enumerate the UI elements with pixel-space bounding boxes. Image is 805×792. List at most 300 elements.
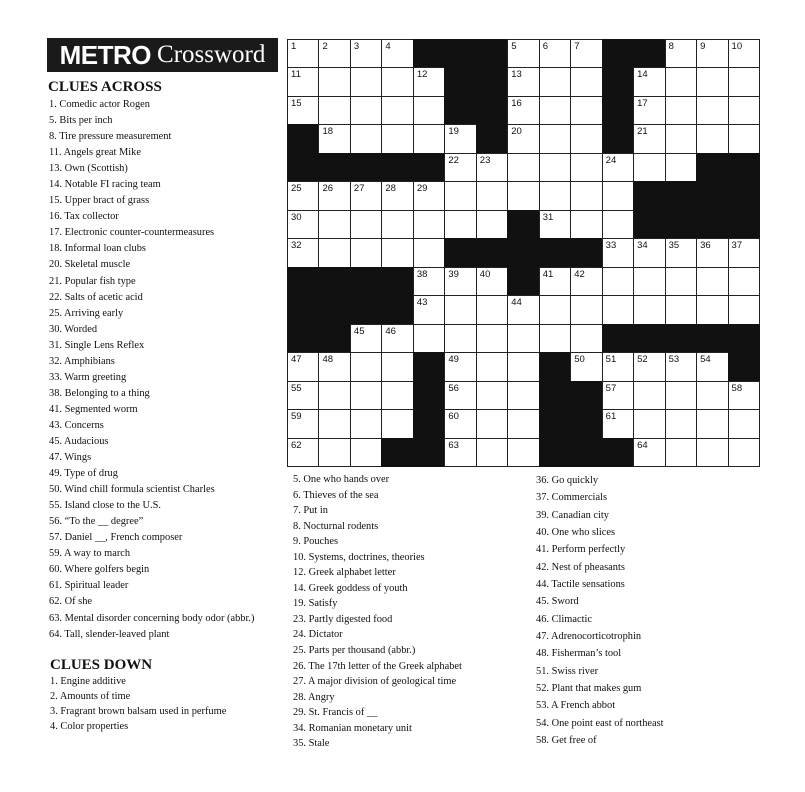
clue-item: 63. Mental disorder concerning body odor (abbr.) <box>49 612 255 624</box>
clue-item: 14. Notable FI racing team <box>49 179 161 191</box>
grid-block <box>318 324 350 353</box>
cell-number: 14 <box>637 69 648 81</box>
clue-item: 15. Upper bract of grass <box>49 195 150 207</box>
cell-number: 36 <box>700 240 711 252</box>
cell-number: 20 <box>511 126 522 138</box>
grid-block <box>507 238 539 267</box>
grid-block <box>602 124 634 153</box>
cell-number: 34 <box>637 240 648 252</box>
clue-item: 32. Amphibians <box>49 355 115 367</box>
cell-number: 54 <box>700 354 711 366</box>
clue-item: 35. Stale <box>293 738 330 750</box>
grid-cell[interactable] <box>696 124 728 153</box>
clue-item: 38. Belonging to a thing <box>49 387 150 399</box>
clue-item: 1. Comedic actor Rogen <box>49 99 150 110</box>
clue-item: 25. Arriving early <box>49 307 124 319</box>
grid-block <box>476 238 508 267</box>
grid-block <box>413 153 445 182</box>
grid-cell[interactable] <box>350 381 382 410</box>
cell-number: 25 <box>291 183 302 195</box>
grid-cell[interactable] <box>633 96 665 125</box>
cell-number: 62 <box>291 439 302 451</box>
grid-block <box>633 181 665 210</box>
clue-item: 34. Romanian monetary unit <box>293 722 412 734</box>
grid-cell[interactable] <box>570 67 602 96</box>
grid-cell[interactable] <box>507 153 539 182</box>
grid-cell[interactable] <box>696 295 728 324</box>
grid-cell[interactable] <box>413 181 445 210</box>
grid-cell[interactable] <box>602 267 634 296</box>
cell-number: 24 <box>605 154 617 166</box>
grid-cell[interactable] <box>728 124 760 153</box>
grid-cell[interactable] <box>381 124 413 153</box>
grid-cell[interactable] <box>539 267 571 296</box>
grid-cell[interactable] <box>350 210 382 239</box>
grid-cell[interactable] <box>602 210 634 239</box>
grid-cell[interactable] <box>318 96 350 125</box>
grid-block <box>696 324 728 353</box>
grid-cell[interactable] <box>444 153 476 182</box>
grid-cell[interactable] <box>665 381 697 410</box>
clue-item: 33. Warm greeting <box>49 371 127 383</box>
grid-block <box>350 267 382 296</box>
grid-cell[interactable] <box>444 324 476 353</box>
grid-cell[interactable] <box>350 409 382 438</box>
grid-block <box>476 96 508 125</box>
grid-block <box>539 438 571 467</box>
grid-cell[interactable] <box>318 39 350 68</box>
grid-cell[interactable] <box>539 96 571 125</box>
grid-cell[interactable] <box>665 39 697 68</box>
grid-cell[interactable] <box>444 124 476 153</box>
grid-cell[interactable] <box>633 238 665 267</box>
grid-cell[interactable] <box>696 267 728 296</box>
grid-cell[interactable] <box>665 124 697 153</box>
grid-cell[interactable] <box>665 238 697 267</box>
cell-number: 35 <box>668 240 680 252</box>
grid-cell[interactable] <box>350 181 382 210</box>
grid-cell[interactable] <box>350 324 382 353</box>
grid-cell[interactable] <box>381 96 413 125</box>
clue-item: 13. Own (Scottish) <box>49 163 128 175</box>
down-clue-list-3 <box>536 472 766 750</box>
grid-cell[interactable] <box>318 210 350 239</box>
clue-item: 16. Tax collector <box>49 211 119 223</box>
grid-block <box>318 153 350 182</box>
clue-item: 55. Island close to the U.S. <box>49 500 161 512</box>
grid-cell[interactable] <box>507 438 539 467</box>
grid-block <box>539 352 571 381</box>
grid-cell[interactable] <box>728 238 760 267</box>
grid-cell[interactable] <box>570 96 602 125</box>
grid-cell[interactable] <box>633 295 665 324</box>
grid-cell[interactable] <box>507 409 539 438</box>
grid-cell[interactable] <box>665 409 697 438</box>
grid-block <box>696 153 728 182</box>
grid-cell[interactable] <box>476 210 508 239</box>
grid-cell[interactable] <box>413 124 445 153</box>
cell-number: 63 <box>448 439 459 451</box>
grid-cell[interactable] <box>728 295 760 324</box>
grid-block <box>381 267 413 296</box>
clue-item: 60. Where golfers begin <box>49 564 150 576</box>
cell-number: 64 <box>637 439 648 451</box>
cell-number: 27 <box>353 183 365 195</box>
cell-number: 57 <box>605 382 617 394</box>
grid-cell[interactable] <box>318 181 350 210</box>
clue-item: 24. Dictator <box>293 629 343 641</box>
grid-cell[interactable] <box>444 295 476 324</box>
grid-cell[interactable] <box>413 67 445 96</box>
grid-block <box>476 124 508 153</box>
grid-cell[interactable] <box>570 324 602 353</box>
grid-cell[interactable] <box>318 352 350 381</box>
grid-block <box>633 324 665 353</box>
grid-block <box>381 153 413 182</box>
grid-cell[interactable] <box>696 409 728 438</box>
clue-item: 6. Thieves of the sea <box>293 489 379 501</box>
grid-cell[interactable] <box>476 409 508 438</box>
cell-number: 6 <box>542 41 549 52</box>
grid-cell[interactable] <box>287 438 319 467</box>
grid-block <box>413 39 445 68</box>
grid-cell[interactable] <box>570 181 602 210</box>
grid-cell[interactable] <box>507 352 539 381</box>
grid-cell[interactable] <box>570 267 602 296</box>
title-brand: METRO <box>59 39 152 70</box>
cell-number: 49 <box>448 354 459 366</box>
cell-number: 39 <box>448 268 459 280</box>
grid-cell[interactable] <box>381 381 413 410</box>
grid-cell[interactable] <box>413 210 445 239</box>
clue-item: 4. Color properties <box>50 721 129 732</box>
clue-item: 26. The 17th letter of the Greek alphabet <box>293 660 462 672</box>
grid-block <box>728 181 760 210</box>
cell-number: 9 <box>700 41 706 52</box>
grid-cell[interactable] <box>350 352 382 381</box>
grid-cell[interactable] <box>476 267 508 296</box>
grid-cell[interactable] <box>728 67 760 96</box>
clue-item: 59. A way to march <box>49 548 131 560</box>
cell-number: 26 <box>322 183 334 195</box>
cell-number: 30 <box>291 211 302 223</box>
grid-cell[interactable] <box>665 67 697 96</box>
clue-item: 50. Wind chill formula scientist Charles <box>49 484 215 496</box>
grid-block <box>444 67 476 96</box>
grid-cell[interactable] <box>381 39 413 68</box>
grid-cell[interactable] <box>602 181 634 210</box>
clue-item: 49. Type of drug <box>49 468 118 480</box>
grid-cell[interactable] <box>570 39 602 68</box>
grid-cell[interactable] <box>602 409 634 438</box>
grid-cell[interactable] <box>633 352 665 381</box>
clue-item: 5. One who hands over <box>293 474 390 485</box>
grid-cell[interactable] <box>665 438 697 467</box>
grid-cell[interactable] <box>287 67 319 96</box>
clue-item: 5. Bits per inch <box>49 115 113 127</box>
clue-item: 10. Systems, doctrines, theories <box>293 551 425 563</box>
grid-cell[interactable] <box>287 238 319 267</box>
grid-block <box>570 381 602 410</box>
grid-block <box>570 438 602 467</box>
grid-cell[interactable] <box>728 381 760 410</box>
cell-number: 43 <box>416 297 428 309</box>
cell-number: 7 <box>574 41 580 52</box>
clue-item: 29. St. Francis of __ <box>293 707 378 719</box>
grid-cell[interactable] <box>602 238 634 267</box>
grid-block <box>728 352 760 381</box>
grid-cell[interactable] <box>476 295 508 324</box>
clue-item: 28. Angry <box>293 691 335 703</box>
grid-cell[interactable] <box>633 438 665 467</box>
clue-item: 21. Popular fish type <box>49 275 136 287</box>
cell-number: 47 <box>291 354 302 366</box>
grid-block <box>381 438 413 467</box>
clue-item: 40. One who slices <box>536 527 616 539</box>
cell-number: 29 <box>416 183 428 195</box>
grid-cell[interactable] <box>287 96 319 125</box>
cell-number: 31 <box>542 211 554 223</box>
clue-item: 18. Informal loan clubs <box>49 243 146 255</box>
grid-cell[interactable] <box>287 381 319 410</box>
grid-cell[interactable] <box>381 67 413 96</box>
grid-cell[interactable] <box>696 67 728 96</box>
grid-cell[interactable] <box>570 352 602 381</box>
grid-block <box>413 381 445 410</box>
grid-cell[interactable] <box>287 210 319 239</box>
grid-cell[interactable] <box>633 267 665 296</box>
grid-cell[interactable] <box>444 210 476 239</box>
crossword-grid <box>287 39 759 466</box>
grid-cell[interactable] <box>507 381 539 410</box>
grid-cell[interactable] <box>381 324 413 353</box>
grid-cell[interactable] <box>413 295 445 324</box>
grid-block <box>350 295 382 324</box>
across-clue-list <box>49 97 284 643</box>
grid-cell[interactable] <box>318 409 350 438</box>
grid-block <box>476 39 508 68</box>
grid-block <box>287 295 319 324</box>
cell-number: 28 <box>385 183 396 195</box>
clue-item: 61. Spiritual leader <box>49 580 129 592</box>
grid-cell[interactable] <box>696 352 728 381</box>
grid-cell[interactable] <box>633 153 665 182</box>
grid-block <box>413 352 445 381</box>
grid-cell[interactable] <box>350 438 382 467</box>
grid-cell[interactable] <box>381 210 413 239</box>
cell-number: 3 <box>353 41 360 52</box>
grid-cell[interactable] <box>539 153 571 182</box>
grid-cell[interactable] <box>287 39 319 68</box>
grid-cell[interactable] <box>287 352 319 381</box>
grid-cell[interactable] <box>381 238 413 267</box>
grid-block <box>665 324 697 353</box>
grid-cell[interactable] <box>507 96 539 125</box>
grid-cell[interactable] <box>381 181 413 210</box>
grid-block <box>696 181 728 210</box>
grid-block <box>602 39 634 68</box>
clue-item: 43. Concerns <box>49 419 104 431</box>
clue-item: 17. Electronic counter-countermeasures <box>49 227 215 239</box>
grid-cell[interactable] <box>696 381 728 410</box>
grid-cell[interactable] <box>381 352 413 381</box>
grid-cell[interactable] <box>539 210 571 239</box>
cell-number: 52 <box>637 354 648 366</box>
grid-cell[interactable] <box>633 409 665 438</box>
grid-cell[interactable] <box>318 438 350 467</box>
grid-cell[interactable] <box>602 295 634 324</box>
clue-item: 8. Tire pressure measurement <box>49 131 172 143</box>
grid-cell[interactable] <box>476 438 508 467</box>
puzzle-title <box>47 38 278 72</box>
cell-number: 18 <box>322 126 334 138</box>
grid-cell[interactable] <box>665 267 697 296</box>
grid-cell[interactable] <box>413 96 445 125</box>
grid-cell[interactable] <box>381 409 413 438</box>
cell-number: 60 <box>448 411 459 423</box>
grid-cell[interactable] <box>444 352 476 381</box>
grid-cell[interactable] <box>444 438 476 467</box>
grid-cell[interactable] <box>728 409 760 438</box>
grid-cell[interactable] <box>539 124 571 153</box>
grid-block <box>318 267 350 296</box>
grid-cell[interactable] <box>696 438 728 467</box>
grid-cell[interactable] <box>696 96 728 125</box>
clue-item: 11. Angels great Mike <box>49 147 141 159</box>
grid-cell[interactable] <box>444 267 476 296</box>
grid-block <box>444 96 476 125</box>
grid-cell[interactable] <box>287 409 319 438</box>
clue-item: 47. Adrenocorticotrophin <box>536 631 642 643</box>
grid-cell[interactable] <box>570 153 602 182</box>
grid-block <box>665 181 697 210</box>
grid-cell[interactable] <box>318 124 350 153</box>
grid-cell[interactable] <box>539 67 571 96</box>
grid-cell[interactable] <box>507 295 539 324</box>
grid-cell[interactable] <box>507 181 539 210</box>
grid-cell[interactable] <box>665 153 697 182</box>
grid-cell[interactable] <box>444 181 476 210</box>
grid-cell[interactable] <box>318 238 350 267</box>
grid-block <box>539 381 571 410</box>
grid-cell[interactable] <box>476 181 508 210</box>
grid-cell[interactable] <box>539 324 571 353</box>
grid-cell[interactable] <box>633 381 665 410</box>
clue-item: 36. Go quickly <box>536 475 599 486</box>
clue-item: 53. A French abbot <box>536 700 616 712</box>
grid-cell[interactable] <box>476 352 508 381</box>
grid-cell[interactable] <box>539 181 571 210</box>
cell-number: 33 <box>605 240 617 252</box>
grid-cell[interactable] <box>570 295 602 324</box>
grid-cell[interactable] <box>539 295 571 324</box>
clue-item: 30. Worded <box>49 323 98 335</box>
grid-block <box>728 324 760 353</box>
grid-block <box>287 324 319 353</box>
cell-number: 4 <box>385 41 391 52</box>
grid-cell[interactable] <box>507 324 539 353</box>
grid-cell[interactable] <box>570 124 602 153</box>
cell-number: 40 <box>479 268 491 280</box>
grid-cell[interactable] <box>318 67 350 96</box>
grid-block <box>287 153 319 182</box>
cell-number: 61 <box>605 411 617 423</box>
grid-cell[interactable] <box>350 124 382 153</box>
grid-cell[interactable] <box>287 181 319 210</box>
grid-cell[interactable] <box>476 381 508 410</box>
grid-cell[interactable] <box>350 238 382 267</box>
grid-cell[interactable] <box>318 381 350 410</box>
cell-number: 59 <box>291 411 302 423</box>
grid-cell[interactable] <box>696 238 728 267</box>
cell-number: 22 <box>448 154 459 166</box>
clue-item: 42. Nest of pheasants <box>536 561 625 573</box>
grid-cell[interactable] <box>728 267 760 296</box>
clue-item: 22. Salts of acetic acid <box>49 291 143 303</box>
grid-block <box>444 238 476 267</box>
grid-cell[interactable] <box>476 153 508 182</box>
clue-item: 37. Commercials <box>536 492 607 504</box>
grid-cell[interactable] <box>444 381 476 410</box>
cell-number: 44 <box>511 297 522 309</box>
clue-item: 31. Single Lens Reflex <box>49 339 145 351</box>
clue-item: 56. “To the __ degree” <box>49 516 144 528</box>
clue-item: 45. Sword <box>536 596 579 608</box>
grid-cell[interactable] <box>413 267 445 296</box>
title-word: Crossword <box>157 41 266 68</box>
cell-number: 48 <box>322 354 334 366</box>
grid-cell[interactable] <box>507 67 539 96</box>
grid-cell[interactable] <box>507 124 539 153</box>
cell-number: 16 <box>511 97 522 109</box>
grid-cell[interactable] <box>476 324 508 353</box>
grid-block <box>287 124 319 153</box>
clue-item: 48. Fisherman’s tool <box>536 648 622 660</box>
cell-number: 37 <box>731 240 743 252</box>
grid-cell[interactable] <box>507 39 539 68</box>
grid-cell[interactable] <box>539 39 571 68</box>
grid-cell[interactable] <box>728 39 760 68</box>
clue-item: 41. Segmented worm <box>49 403 138 415</box>
grid-cell[interactable] <box>665 295 697 324</box>
grid-cell[interactable] <box>633 124 665 153</box>
grid-cell[interactable] <box>350 67 382 96</box>
clue-item: 7. Put in <box>293 505 328 517</box>
grid-cell[interactable] <box>696 39 728 68</box>
grid-cell[interactable] <box>602 153 634 182</box>
grid-cell[interactable] <box>570 210 602 239</box>
grid-cell[interactable] <box>350 39 382 68</box>
grid-cell[interactable] <box>728 438 760 467</box>
cell-number: 21 <box>637 126 648 138</box>
grid-cell[interactable] <box>602 381 634 410</box>
grid-cell[interactable] <box>665 352 697 381</box>
grid-cell[interactable] <box>413 324 445 353</box>
clue-item: 2. Amounts of time <box>50 691 131 702</box>
grid-cell[interactable] <box>602 352 634 381</box>
clue-item: 3. Fragrant brown balsam used in perfume <box>50 706 227 717</box>
grid-cell[interactable] <box>413 238 445 267</box>
grid-cell[interactable] <box>665 96 697 125</box>
grid-cell[interactable] <box>350 96 382 125</box>
grid-cell[interactable] <box>633 67 665 96</box>
grid-block <box>318 295 350 324</box>
clue-item: 58. Get free of <box>536 735 597 747</box>
cell-number: 17 <box>637 97 648 109</box>
cell-number: 2 <box>322 41 328 52</box>
grid-cell[interactable] <box>444 409 476 438</box>
grid-cell[interactable] <box>728 96 760 125</box>
